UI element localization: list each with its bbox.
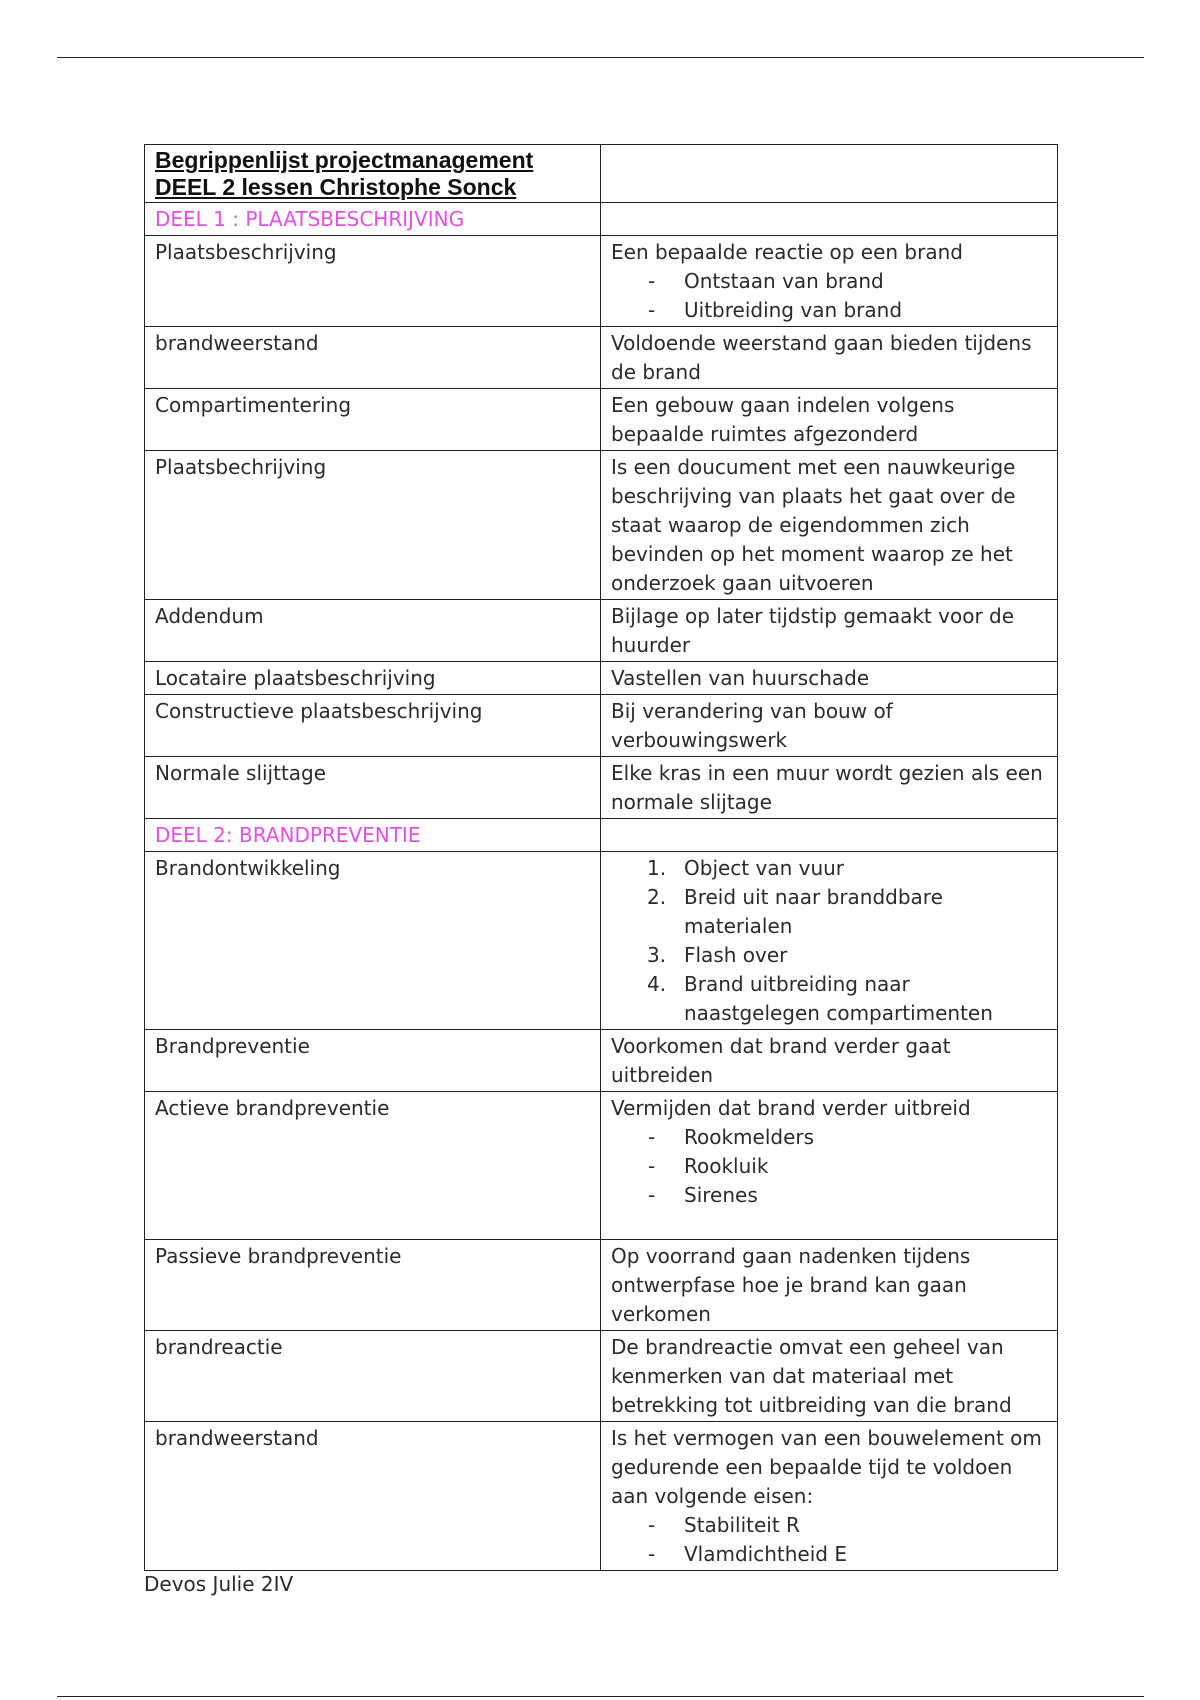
- definition-cell: Op voorrand gaan nadenken tijdens ontwerpfase hoe je brand kan gaan verkomen: [601, 1240, 1058, 1331]
- term-cell: brandreactie: [145, 1331, 601, 1422]
- definition-cell: Elke kras in een muur wordt gezien als een normale slijtage: [601, 757, 1058, 819]
- definition-cell: Een gebouw gaan indelen volgens bepaalde ruimtes afgezonderd: [601, 389, 1058, 451]
- list-number: 3.: [647, 943, 667, 967]
- section-row: [145, 819, 1058, 852]
- term-cell: Plaatsbechrijving: [145, 451, 601, 600]
- title-cell: [145, 145, 601, 203]
- definition-cell: Bijlage op later tijdstip gemaakt voor de huurder: [601, 600, 1058, 662]
- list-item: [611, 970, 1047, 1028]
- table-row: [145, 451, 1058, 600]
- definition-text: Vermijden dat brand verder uitbreid: [611, 1096, 971, 1120]
- title-row: [145, 145, 1058, 203]
- bullet-list: [611, 267, 1047, 325]
- table-row: [145, 236, 1058, 327]
- definition-text: Is het vermogen van een bouwelement om gedurende een bepaalde tijd te voldoen aan volgende eisen:: [611, 1426, 1042, 1508]
- table-row: [145, 852, 1058, 1030]
- list-item: [611, 854, 1047, 883]
- list-item: - Rookluik: [611, 1152, 1047, 1181]
- section-row: [145, 203, 1058, 236]
- list-number: 2.: [647, 885, 667, 909]
- list-text: Brand uitbreiding naar naastgelegen compartimenten: [684, 972, 993, 1025]
- definition-cell: Is een doucument met een nauwkeurige beschrijving van plaats het gaat over de staat waarop de eigendommen zich bevinden op het moment waarop ze het onderzoek gaan uitvoeren: [601, 451, 1058, 600]
- table-row: [145, 695, 1058, 757]
- list-item: - Vlamdichtheid E: [611, 1540, 1047, 1569]
- list-item: [611, 941, 1047, 970]
- table-row: [145, 1331, 1058, 1422]
- definition-cell: [601, 1422, 1058, 1571]
- table-row: [145, 389, 1058, 451]
- definition-cell: De brandreactie omvat een geheel van kenmerken van dat materiaal met betrekking tot uitbreiding van die brand: [601, 1331, 1058, 1422]
- definition-cell: Vastellen van huurschade: [601, 662, 1058, 695]
- term-cell: Plaatsbeschrijving: [145, 236, 601, 327]
- term-cell: brandweerstand: [145, 1422, 601, 1571]
- term-cell: Locataire plaatsbeschrijving: [145, 662, 601, 695]
- glossary-table: [144, 144, 1058, 1571]
- empty-cell: [601, 145, 1058, 203]
- table-row: [145, 1030, 1058, 1092]
- header-rule: [57, 57, 1144, 58]
- list-number: 1.: [647, 856, 667, 880]
- list-number: 4.: [647, 972, 667, 996]
- term-cell: Actieve brandpreventie: [145, 1092, 601, 1240]
- empty-cell: [601, 203, 1058, 236]
- term-cell: brandweerstand: [145, 327, 601, 389]
- list-item: - Sirenes: [611, 1181, 1047, 1210]
- numbered-list: [611, 854, 1047, 1028]
- table-row: [145, 1240, 1058, 1331]
- term-cell: Constructieve plaatsbeschrijving: [145, 695, 601, 757]
- term-cell: Addendum: [145, 600, 601, 662]
- list-text: Breid uit naar branddbare materialen: [684, 885, 943, 938]
- section-heading-2: DEEL 2: BRANDPREVENTIE: [145, 819, 601, 852]
- definition-cell: Voorkomen dat brand verder gaat uitbreiden: [601, 1030, 1058, 1092]
- table-row: [145, 327, 1058, 389]
- definition-cell: [601, 1092, 1058, 1240]
- list-text: Flash over: [684, 943, 788, 967]
- list-item: - Uitbreiding van brand: [611, 296, 1047, 325]
- footer-author: Devos Julie 2IV: [144, 1572, 294, 1596]
- term-cell: Brandontwikkeling: [145, 852, 601, 1030]
- list-text: Object van vuur: [684, 856, 845, 880]
- term-cell: Compartimentering: [145, 389, 601, 451]
- table-row: [145, 662, 1058, 695]
- document-title-line2: DEEL 2 lessen Christophe Sonck: [155, 174, 517, 200]
- footer-rule: [57, 1696, 1144, 1697]
- list-item: - Ontstaan van brand: [611, 267, 1047, 296]
- document-title-line1: Begrippenlijst projectmanagement: [155, 147, 534, 173]
- definition-cell: [601, 236, 1058, 327]
- term-cell: Normale slijttage: [145, 757, 601, 819]
- table-row: [145, 1092, 1058, 1240]
- definition-text: Een bepaalde reactie op een brand: [611, 240, 963, 264]
- list-item: - Rookmelders: [611, 1123, 1047, 1152]
- bullet-list: [611, 1123, 1047, 1210]
- list-item: [611, 883, 1047, 941]
- term-cell: Brandpreventie: [145, 1030, 601, 1092]
- table-row: [145, 757, 1058, 819]
- definition-cell: Voldoende weerstand gaan bieden tijdens de brand: [601, 327, 1058, 389]
- definition-cell: Bij verandering van bouw of verbouwingswerk: [601, 695, 1058, 757]
- list-item: - Stabiliteit R: [611, 1511, 1047, 1540]
- term-cell: Passieve brandpreventie: [145, 1240, 601, 1331]
- table-row: [145, 600, 1058, 662]
- empty-cell: [601, 819, 1058, 852]
- definition-cell: [601, 852, 1058, 1030]
- section-heading-1: DEEL 1 : PLAATSBESCHRIJVING: [145, 203, 601, 236]
- bullet-list: [611, 1511, 1047, 1569]
- table-row: [145, 1422, 1058, 1571]
